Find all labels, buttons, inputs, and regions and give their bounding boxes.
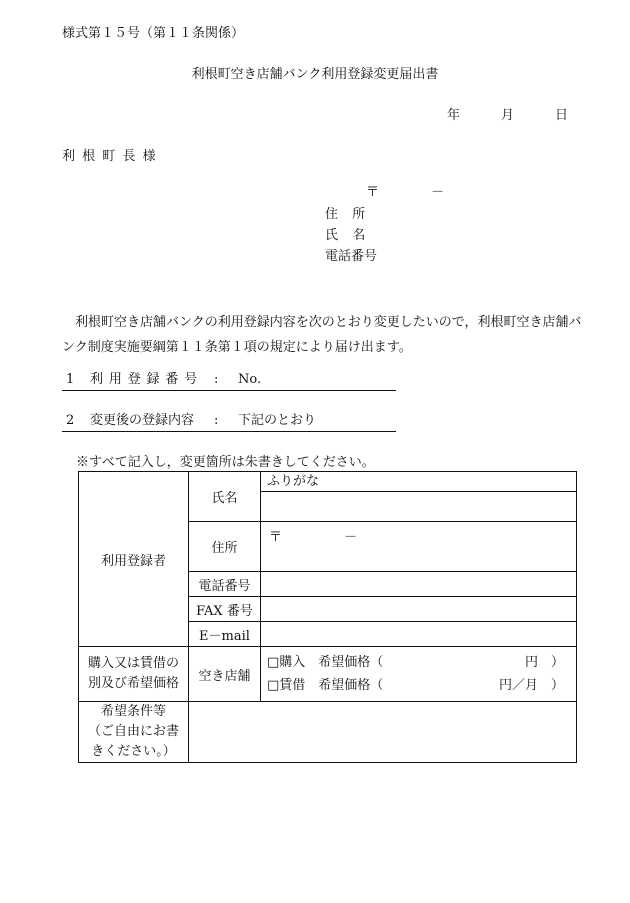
conditions-label-cell <box>79 702 189 763</box>
note: ※すべて記入し，変更箇所は朱書きしてください。 <box>76 455 375 470</box>
fax-label-cell <box>189 597 261 622</box>
document-title: 利根町空き店舗バンク利用登録変更届出書 <box>191 67 439 82</box>
furigana-field[interactable] <box>261 472 577 492</box>
option-buy-unit: 円 ） <box>524 655 564 670</box>
applicant-name-label: 氏名 <box>325 228 380 243</box>
option-rent-label: □賃借 希望価格（ <box>267 678 384 693</box>
item-number: 1 <box>66 372 75 387</box>
date-year-label: 年 <box>447 108 461 123</box>
furigana-label: ふりがな <box>267 474 320 489</box>
name-label: 氏名 <box>211 491 238 506</box>
vacant-store-label-cell <box>189 647 261 702</box>
phone-label-cell <box>189 572 261 597</box>
registrant-label: 利用登録者 <box>100 553 166 569</box>
fax-field[interactable] <box>261 597 577 622</box>
item-registration-number <box>62 372 396 391</box>
item-value: No. <box>238 372 262 387</box>
name-label-cell <box>189 472 261 522</box>
date-day-label: 日 <box>555 108 569 123</box>
email-label: E－mail <box>199 628 250 644</box>
phone-label: 電話番号 <box>198 578 251 594</box>
conditions-field[interactable] <box>189 702 577 763</box>
purchase-label-line1: 購入又は賃借の <box>87 656 179 671</box>
table-postal-mark: 〒 <box>269 530 283 545</box>
phone-field[interactable] <box>261 572 577 597</box>
purchase-label-line2: 別及び希望価格 <box>87 676 179 691</box>
email-field[interactable] <box>261 622 577 647</box>
applicant-postal-dash: － <box>431 185 445 200</box>
item-colon: : <box>214 372 219 387</box>
price-options-cell <box>261 647 577 702</box>
applicant-address-label: 住所 <box>325 207 380 222</box>
addressee: 利根町長様 <box>62 149 163 164</box>
date-month-label: 月 <box>501 108 515 123</box>
item-colon: : <box>214 413 219 428</box>
item-number: 2 <box>66 413 75 428</box>
address-label-cell <box>189 522 261 572</box>
option-rent-unit: 円／月 ） <box>498 678 564 693</box>
body-text: 利根町空き店舗バンクの利用登録内容を次のとおり変更したいので，利根町空き店舗バンク制度実施要綱第１１条第１項の規定により届け出ます。 <box>62 315 582 355</box>
purchase-label-cell <box>79 647 189 702</box>
address-label: 住所 <box>211 541 238 556</box>
option-buy-label: □購入 希望価格（ <box>267 655 384 670</box>
table-postal-dash: － <box>344 530 358 545</box>
option-rent[interactable] <box>261 674 576 697</box>
form-number: 様式第１５号（第１１条関係） <box>62 26 245 41</box>
name-field[interactable] <box>261 492 577 522</box>
registrant-label-cell <box>79 472 189 647</box>
applicant-phone-label: 電話番号 <box>325 249 378 264</box>
item-label: 変更後の登録内容 <box>90 413 195 428</box>
vacant-store-label: 空き店舗 <box>198 668 251 684</box>
applicant-postal-mark: 〒 <box>366 185 380 200</box>
email-label-cell <box>189 622 261 647</box>
registration-table <box>78 471 577 763</box>
fax-label: FAX 番号 <box>196 603 253 619</box>
conditions-label-line1: 希望条件等 <box>100 704 166 719</box>
item-label: 利用登録番号 <box>90 372 204 387</box>
conditions-label-line3: きください。） <box>91 744 176 759</box>
option-buy[interactable] <box>261 651 576 674</box>
address-field[interactable] <box>261 522 577 572</box>
item-value: 下記のとおり <box>238 413 317 428</box>
conditions-label-line2: （ご自由にお書 <box>87 724 179 739</box>
item-changed-content <box>62 413 396 432</box>
